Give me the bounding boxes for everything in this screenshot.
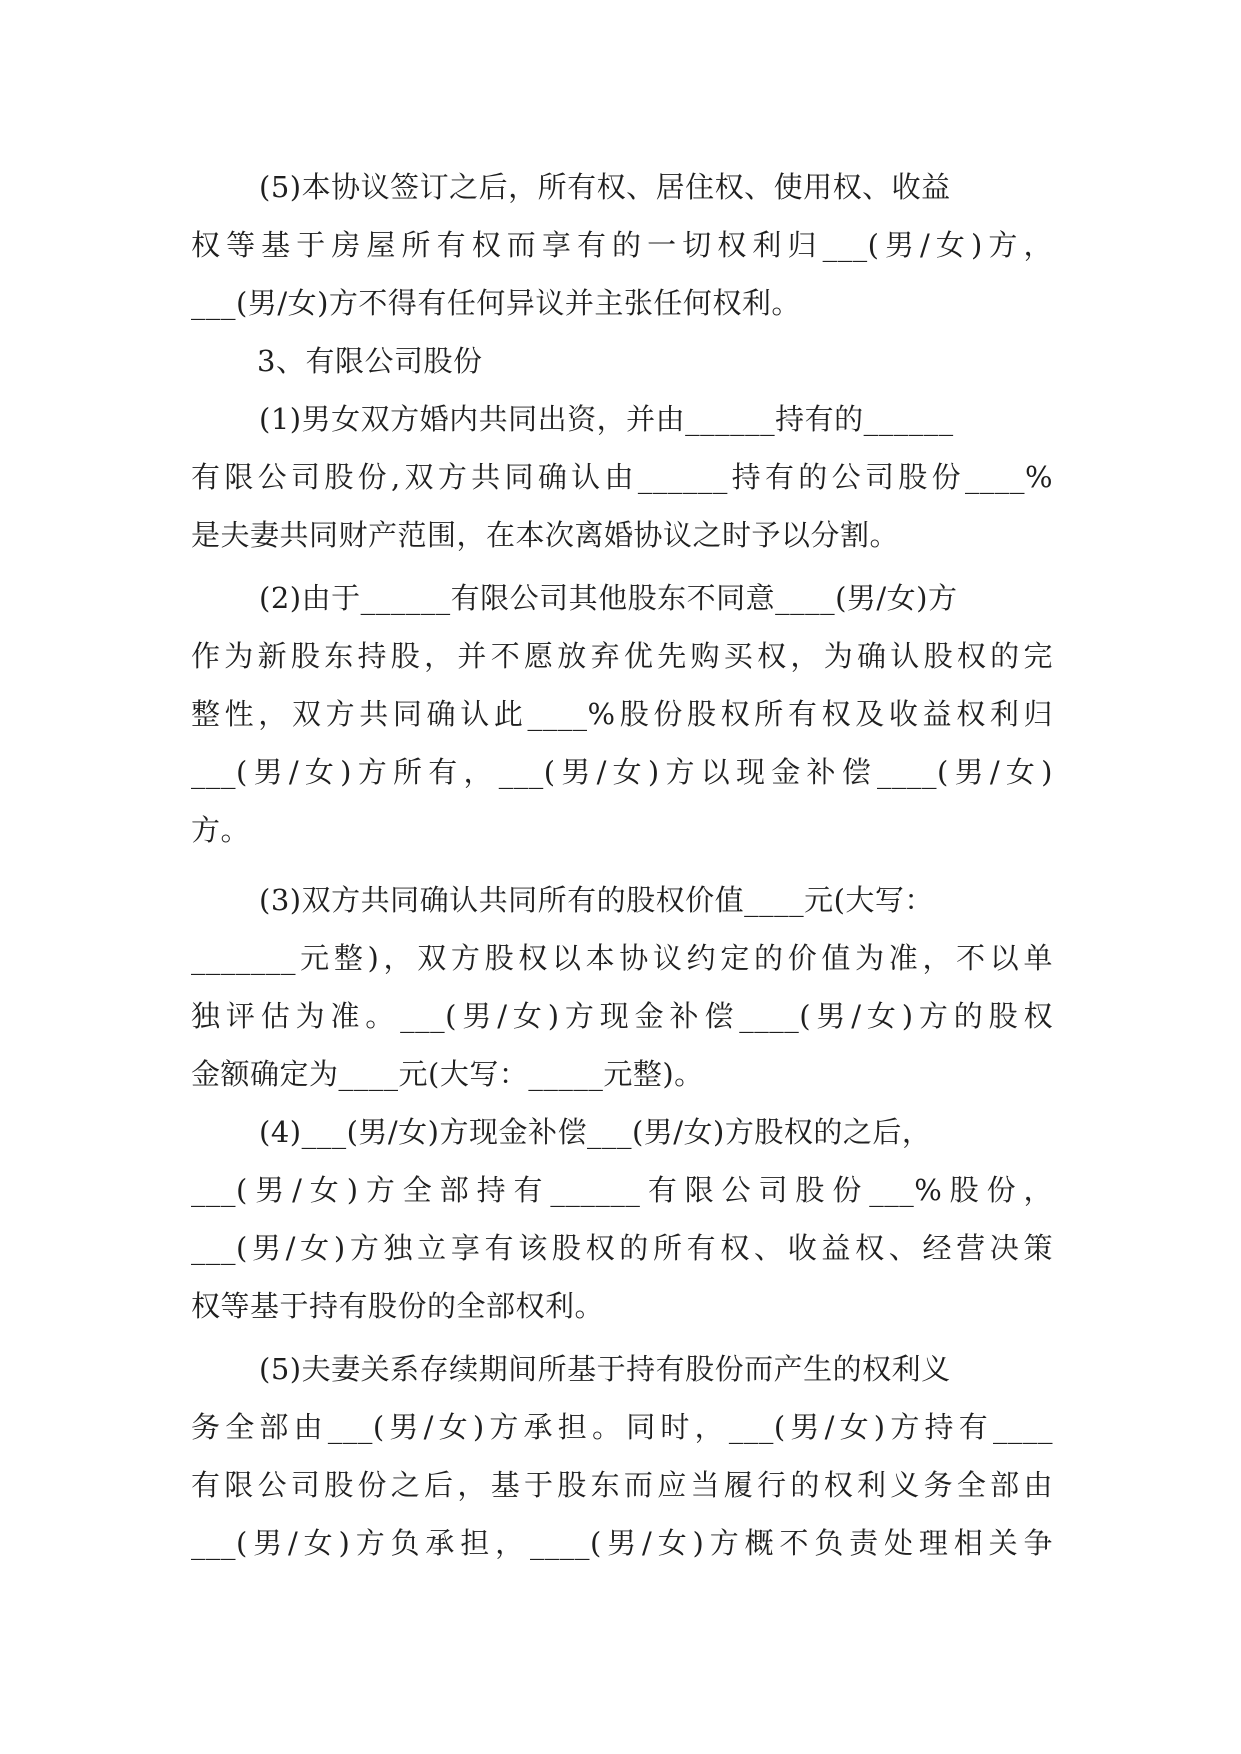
section-heading: 3、有限公司股份 <box>257 344 483 378</box>
text-line: 作为新股东持股，并不愿放弃优先购买权，为确认股权的完 <box>191 639 1053 673</box>
text-line: _______元整)，双方股权以本协议约定的价值为准，不以单 <box>191 941 1053 975</box>
text-line: ___(男/女)方不得有任何异议并主张任何权利。 <box>191 286 801 320</box>
text-line: 是夫妻共同财产范围，在本次离婚协议之时予以分割。 <box>191 518 900 552</box>
text-line: 整性，双方共同确认此____%股份股权所有权及收益权利归 <box>191 697 1053 731</box>
text-line: 权等基于持有股份的全部权利。 <box>191 1289 605 1323</box>
text-line: 权等基于房屋所有权而享有的一切权利归___(男/女)方， <box>191 228 1053 262</box>
text-line: (4)___(男/女)方现金补偿___(男/女)方股权的之后， <box>259 1115 932 1149</box>
text-line: 有限公司股份之后，基于股东而应当履行的权利义务全部由 <box>191 1468 1053 1502</box>
text-line: 务全部由___(男/女)方承担。同时，___(男/女)方持有____ <box>191 1410 1053 1444</box>
text-line: ___(男/女)方全部持有______有限公司股份___%股份， <box>191 1173 1053 1207</box>
text-line: 金额确定为____元(大写：_____元整)。 <box>191 1057 704 1091</box>
document-body <box>191 158 1053 1572</box>
text-line: (2)由于______有限公司其他股东不同意____(男/女)方 <box>259 581 958 615</box>
text-line: 有限公司股份,双方共同确认由______持有的公司股份____% <box>191 460 1053 494</box>
text-line: (1)男女双方婚内共同出资，并由______持有的______ <box>259 402 954 436</box>
text-line: 方。 <box>191 813 251 847</box>
text-line: (5)夫妻关系存续期间所基于持有股份而产生的权利义 <box>259 1352 951 1386</box>
text-line: ___(男/女)方负承担，____(男/女)方概不负责处理相关争 <box>191 1526 1053 1560</box>
text-line: (5)本协议签订之后，所有权、居住权、使用权、收益 <box>259 170 951 204</box>
text-line: ___(男/女)方独立享有该股权的所有权、收益权、经营决策 <box>191 1231 1053 1265</box>
text-line: ___(男/女)方所有，___(男/女)方以现金补偿____(男/女) <box>191 755 1053 789</box>
text-line: 独评估为准。___(男/女)方现金补偿____(男/女)方的股权 <box>191 999 1053 1033</box>
text-line: (3)双方共同确认共同所有的股权价值____元(大写： <box>259 883 934 917</box>
